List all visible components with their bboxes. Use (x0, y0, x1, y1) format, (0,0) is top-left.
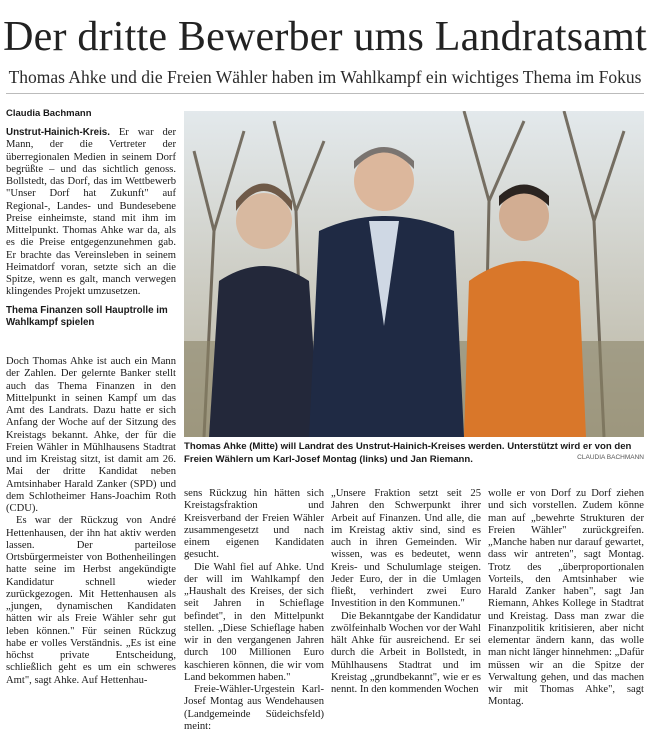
paragraph: Die Wahl fiel auf Ahke. Und der will im Wahlkampf den „Haushalt des Kreises, der sich seit Jahren in Schieflage befindet", in den Mittelpunkt stellen. „Diese Schieflage haben wir in den vergangenen Jahren durch 100 Millionen Euro kaschieren können, die wir vom Land bekommen haben." (184, 561, 324, 683)
subheading: Thema Finanzen soll Hauptrolle im Wahlkampf spielen (6, 304, 168, 328)
divider (6, 93, 644, 94)
subheadline: Thomas Ahke und die Freien Wähler haben im Wahlkampf ein wichtiges Thema im Fokus (8, 67, 642, 87)
lead-text: Er war der Mann, der die Vertreter der überregionalen Medien in seinem Dorf begrüßte – und das sichtlich genoss. Bollstedt, das Dorf, das im Wettbewerb "Unser Dorf hat Zukunft" auf Regional-, Landes- und Bundesebene Preise einheimste, stand mit ihm im Mittelpunkt. Thomas Ahke war da, als es die Preise entgegenzunehmen gab. Er brachte das Vereinsleben in seinem Heimatdorf voran, setzte sich an die Spitze, wenn es galt, manch verwegen klingendes Projekt umzusetzen. (6, 127, 176, 298)
column-1-body (6, 356, 176, 687)
column-3 (331, 488, 481, 696)
author-byline: Claudia Bachmann (6, 108, 92, 119)
paragraph: sens Rückzug hin hätten sich Kreistagsfraktion und Kreisverband der Freien Wähler zusammengesetzt und nach einem eigenen Kandidaten gesucht. (184, 488, 324, 561)
column-4 (488, 488, 644, 709)
article-photo (184, 111, 644, 437)
photo-illustration (184, 111, 644, 437)
paragraph: „Unsere Fraktion setzt seit 25 Jahren den Schwerpunkt ihrer Arbeit auf Finanzen. Und alle, die im Kreistag aktiv sind, sind es auch in ihren Gemeinden. Wir wissen, was es bedeutet, wenn Kreis- und Schulumlage steigen. Jeder Euro, der in die Umlagen fließt, verhindert zwei Euro Investition in den Kommunen." (331, 488, 481, 610)
lead-location: Unstrut-Hainich-Kreis. (6, 127, 110, 138)
paragraph: Freie-Wähler-Urgestein Karl-Josef Montag aus Wendehausen (Landgemeinde Südeichsfeld) meint: (184, 684, 324, 732)
paragraph: Die Bekanntgabe der Kandidatur zwölfeinhalb Wochen vor der Wahl hält Ahke für ausreichend. Er sei durch die Arbeit in Bollstedt, in Mühlhausens Stadtrat und im Kreistag „grundbekannt", wie er es nennt. In den kommenden Wochen (331, 610, 481, 695)
photo-credit: CLAUDIA BACHMANN (577, 454, 644, 461)
photo-caption: Thomas Ahke (Mitte) will Landrat des Unstrut-Hainich-Kreises werden. Unterstützt wird er von den Freien Wählern um Karl-Josef Montag (links) und Jan Riemann. (184, 441, 632, 466)
paragraph: wolle er von Dorf zu Dorf ziehen und sich vorstellen. Zudem könne man auf „bewehrte Strukturen der Freien Wähler" zurückgreifen. „Manche haben nur darauf gewartet, dass wir antreten", sagt Montag. Trotz des „überproportionalen Vorteils, den Amtsinhaber wie Harald Zanker haben", sagt Jan Riemann, Ahkes Kollege in Stadtrat und Kreistag. Dass man zwar die Finanzpolitik kritisieren, aber nicht elementar ändern kann, das wolle man nicht länger hinnehmen: „Dafür müssen wir an die Spitze der Verwaltung gehen, und das machen wir mit Thomas Ahke", sagt Montag. (488, 488, 644, 708)
column-1-top (6, 127, 176, 330)
paragraph: Doch Thomas Ahke ist auch ein Mann der Zahlen. Der gelernte Banker stellt auch das Thema Finanzen in den Mittelpunkt in seinen Kampf um das Amt des Landrats. Dazu hatte er sich Anfang der Woche auf der Sitzung des Kreistags bekannt. Ahke, der für die Freien Wähler in Mühlhausens Stadtrat und im Kreistag sitzt, ist damit am 26. Mai der dritte Kandidat neben Amtsinhaber Harald Zanker (SPD) und dem Schlotheimer Hans-Joachim Roth (CDU). (6, 356, 176, 514)
paragraph: Es war der Rückzug von André Hettenhausen, der ihn hat aktiv werden lassen. Der parteilose Ortsbürgermeister von Bothenheilingen hatte seine im Herbst angekündigte Kandidatur schnell wieder zurückgezogen. Mit Hettenhausen als „jungen, dynamischen Kandidaten hätten wir als Freie Wähler sehr gut leben können." Für seinen Rückzug habe er volles Verständnis. „Es ist eine höchst private Entscheidung, schließlich geht es um ein schweres Amt", sagt Ahke. Auf Hettenhau- (6, 515, 176, 686)
column-2 (184, 488, 324, 733)
headline: Der dritte Bewerber ums Landratsamt (3, 14, 647, 60)
